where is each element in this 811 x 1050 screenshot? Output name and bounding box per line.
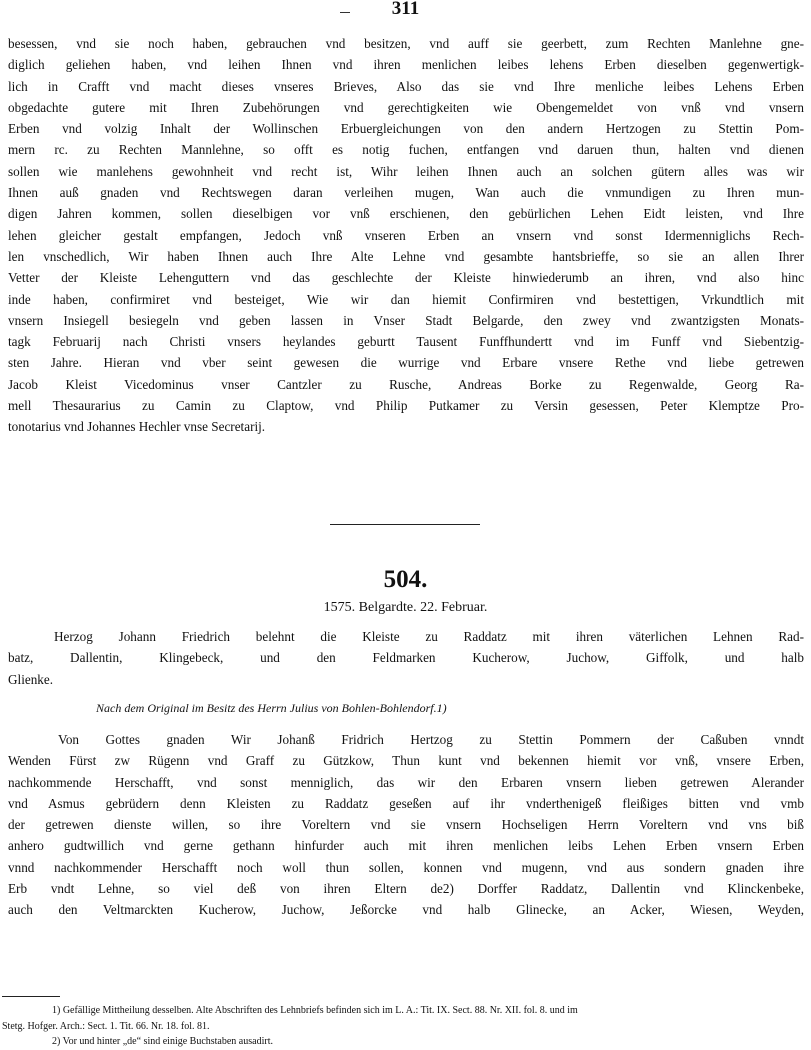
body-line: Von Gottes gnaden Wir Johanß Fridrich Hertzog zu Stettin Pommern der Caßuben vnndt (58, 732, 804, 747)
text-line: mell Thesaurarius zu Camin zu Claptow, vnd Philip Putkamer zu Versin gesessen, Peter Klemptze Pro- (8, 398, 804, 414)
header-dash (340, 12, 350, 13)
previous-document-text (8, 33, 804, 438)
summary-line: Herzog Johann Friedrich belehnt die Kleiste zu Raddatz mit ihren väterlichen Lehnen Rad- (54, 629, 804, 644)
text-line: mern rc. zu Rechten Mannlehne, so offt es notig fuchen, entfangen vnd daruen thun, halten vnd dienen (8, 142, 804, 158)
text-line: lich in Crafft vnd macht dieses vnseres Brieves, Also das sie vnd Ihre menliche leibes Lehens Erben (8, 78, 804, 94)
document-body (8, 729, 804, 921)
body-line: auch den Veltmarckten Kucherow, Juchow, Jeßorcke vnd halb Glinecke, an Acker, Wiesen, Weyden, (8, 902, 804, 918)
section-separator (330, 524, 480, 525)
text-line: sten Jahre. Hieran vnd vber seint gewesen die wurrige vnd Erbare vnsere Rethe vnd liebe getrewen (8, 355, 804, 371)
text-line: tagk Februarij nach Christi vnsers heylandes geburtt Tausent Funffhundertt vnd im Funff vnd Siebentzig- (8, 334, 804, 350)
text-line: Vetter der Kleiste Lehenguttern vnd das geschlechte der Kleiste hinwiederumb an ihren, vnd also hinc (8, 270, 804, 286)
text-line: Jacob Kleist Vicedominus vnser Cantzler zu Rusche, Andreas Borke zu Regenwalde, Georg Ra- (8, 376, 804, 392)
summary-line: Glienke. (8, 671, 54, 687)
body-line: anhero gudtwillich vnd gerne gethann hinfurder auch mit ihren menlichen leibs Lehen Erben vnsern Erben (8, 838, 804, 854)
text-line: Ihnen auß gnaden vnd Rechtswegen daran verleihen mugen, Wan auch die vnmundigen zu Ihren mun- (8, 185, 804, 201)
body-line: Erb vndt Lehne, so viel deß von ihren Eltern de2) Dorffer Raddatz, Dallentin vnd Klinckenbeke, (8, 881, 804, 897)
text-line: diglich geliehen haben, vnd leihen Ihnen vnd ihren menlichen leibes lehens Erben dieselben gegenwertigk- (8, 57, 804, 73)
footnote-line: Stetg. Hofger. Arch.: Sect. 1. Tit. 66. Nr. 18. fol. 81. (2, 1020, 210, 1032)
footnote-line: 2) Vor und hinter „de“ sind einige Buchstaben ausadirt. (52, 1036, 273, 1047)
summary-line: batz, Dallentin, Klingebeck, und den Feldmarken Kucherow, Juchow, Giffolk, und halb (8, 650, 804, 666)
body-line: vnd Asmus gebrüdern denn Kleisten zu Raddatz geseßen auf ihr vnderthenigeß fleißiges bitten vnd vmb (8, 795, 804, 811)
text-line: sollen wie manlehens gewohnheit vnd recht ist, Wihr leihen Ihnen auch an solchen gütern alles was wir (8, 163, 804, 179)
text-line: besessen, vnd sie noch haben, gebrauchen vnd besitzen, vnd auff sie geerbett, zum Rechten Manlehne gne- (8, 36, 804, 51)
text-line: digen Jahren kommen, sollen dieselbigen vor vnß erschienen, den gebürlichen Lehen Eidt leisten, vnd Ihre (8, 206, 804, 222)
text-line: Erben vnd volzig Inhalt der Wollinschen Erbuergleichungen von den andern Hertzogen zu Stettin Pom- (8, 121, 804, 137)
text-line: vnsern Insiegell besiegeln vnd geben lassen in Vnser Stadt Belgarde, den zwey vnd zwantzigsten Monats- (8, 312, 804, 328)
footnote-line: 1) Gefällige Mittheilung desselben. Alte Abschriften des Lehnbriefs befinden sich im L. A.: Tit. IX. Sect. 88. Nr. XII. fol. 8. und im (52, 1005, 578, 1016)
document-summary (8, 626, 804, 690)
text-line: len vnschedlich, Wir haben Ihnen auch Ihre Alte Lehne vnd gesambte hantsbrieffe, so sie an allen Ihrer (8, 248, 804, 264)
source-note: Nach dem Original im Besitz des Herrn Julius von Bohlen-Bohlendorf.1) (96, 701, 447, 715)
document-dateline: 1575. Belgardte. 22. Februar. (323, 600, 488, 615)
text-line: obgedachte gutere mit Ihren Zubehörungen vnd gerechtigkeiten wie Obengemeldet von vnß vnd vnsern (8, 99, 804, 115)
body-line: der getrewen dienste willen, so ihre Voreltern vnd sie vnsern Hochseligen Herrn Voreltern vnd vns biß (8, 817, 804, 833)
footnotes (0, 1003, 811, 1050)
body-line: nachkommende Herschafft, vnd sonst menniglich, das wir den Erbaren vnsern lieben getrewen Alerander (8, 774, 804, 790)
text-line: tonotarius vnd Johannes Hechler vnse Secretarij. (8, 419, 266, 435)
body-line: vnnd nachkommender Herschafft noch woll thun sollen, konnen vnd mugenn, vnd aus sondern gnaden ihre (8, 859, 804, 875)
text-line: lehen gleicher gestalt empfangen, Jedoch vnß vnseren Erben an vnsern vnd sonst Idermenniglichs Rech- (8, 227, 804, 243)
body-line: Wenden Fürst zw Rügenn vnd Graff zu Gützkow, Thun kunt vnd bekennen hiemit vor vnß, vnsere Erben, (8, 753, 804, 769)
document-number: 504. (383, 566, 428, 593)
page-number: 311 (391, 0, 420, 19)
text-line: inde haben, confirmiret vnd besteiget, Wie wir dan hiemit Confirmiren vnd bestettigen, Vrkundtlich mit (8, 291, 804, 307)
footnote-rule (2, 996, 60, 997)
